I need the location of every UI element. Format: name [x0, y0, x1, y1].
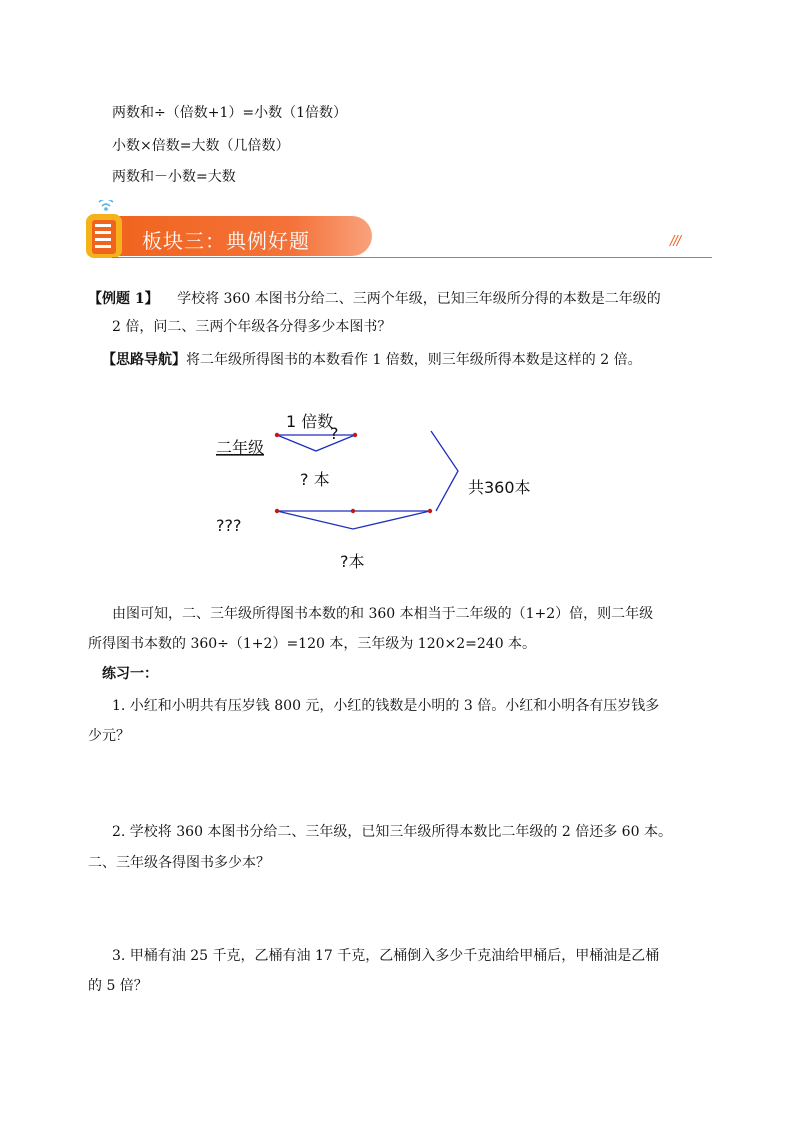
grade3-brace	[277, 511, 430, 529]
section-banner-title: 板块三：典例好题	[142, 229, 310, 253]
total-brace	[431, 431, 458, 511]
example-tag: 【例题 1】	[88, 291, 159, 307]
section-banner	[82, 200, 712, 260]
hint-tag: 【思路导航】	[102, 352, 186, 368]
label-grade2: 二年级	[216, 438, 265, 457]
explanation-line-1: 由图可知，二、三年级所得图书本数的和 360 本相当于二年级的（1+2）倍，则二年级	[112, 606, 654, 622]
label-q-small: ?	[330, 424, 339, 443]
hint-paragraph	[102, 346, 732, 374]
example-text-2: 2 倍，问二、三两个年级各分得多少本图书？	[112, 319, 392, 335]
section-banner-rule	[112, 257, 712, 258]
label-grade3: ???	[216, 516, 242, 535]
hint-text: 将二年级所得图书的本数看作 1 倍数，则三年级所得本数是这样的 2 倍。	[186, 352, 642, 368]
grade2-start-dot	[275, 433, 279, 437]
grade2-brace	[277, 435, 355, 451]
example-text-1: 学校将 360 本图书分给二、三两个年级，已知三年级所分得的本数是二年级的	[177, 291, 661, 307]
grade2-end-dot	[353, 433, 357, 437]
exercise-q2-line-2: 二、三年级各得图书多少本？	[88, 855, 270, 871]
label-q-ben2: ?本	[340, 552, 365, 571]
example-paragraph	[88, 285, 728, 313]
explanation-line-2: 所得图书本数的 360÷（1+2）=120 本，三年级为 120×2=240 本。	[88, 636, 537, 652]
label-q-ben: ? 本	[300, 470, 330, 489]
line-segment-diagram	[200, 395, 560, 580]
exercise-q1-line-2: 少元？	[88, 728, 130, 744]
grade3-start-dot	[275, 509, 279, 513]
exercise-q2-line-1: 2. 学校将 360 本图书分给二、三年级，已知三年级所得本数比二年级的 2 倍还多 60 本。	[112, 824, 672, 840]
exercise-heading: 练习一：	[102, 666, 158, 682]
formula-line-3: 两数和－小数=大数	[112, 169, 236, 185]
exercise-q3-line-2: 的 5 倍？	[88, 978, 148, 994]
grade3-mid-dot	[351, 509, 355, 513]
label-total: 共360本	[468, 478, 531, 497]
section-banner-slashes: ///	[670, 234, 681, 249]
label-one-times: 1 倍数	[286, 412, 334, 431]
formula-line-2: 小数×倍数=大数（几倍数）	[112, 138, 290, 154]
formula-line-1: 两数和÷（倍数+1）=小数（1倍数）	[112, 105, 348, 121]
grade3-end-dot	[428, 509, 432, 513]
book-icon	[82, 200, 132, 260]
exercise-q1-line-1: 1. 小红和小明共有压岁钱 800 元，小红的钱数是小明的 3 倍。小红和小明各有压岁钱多	[112, 698, 660, 714]
exercise-q3-line-1: 3. 甲桶有油 25 千克，乙桶有油 17 千克，乙桶倒入多少千克油给甲桶后，甲桶油是乙桶	[112, 948, 660, 964]
